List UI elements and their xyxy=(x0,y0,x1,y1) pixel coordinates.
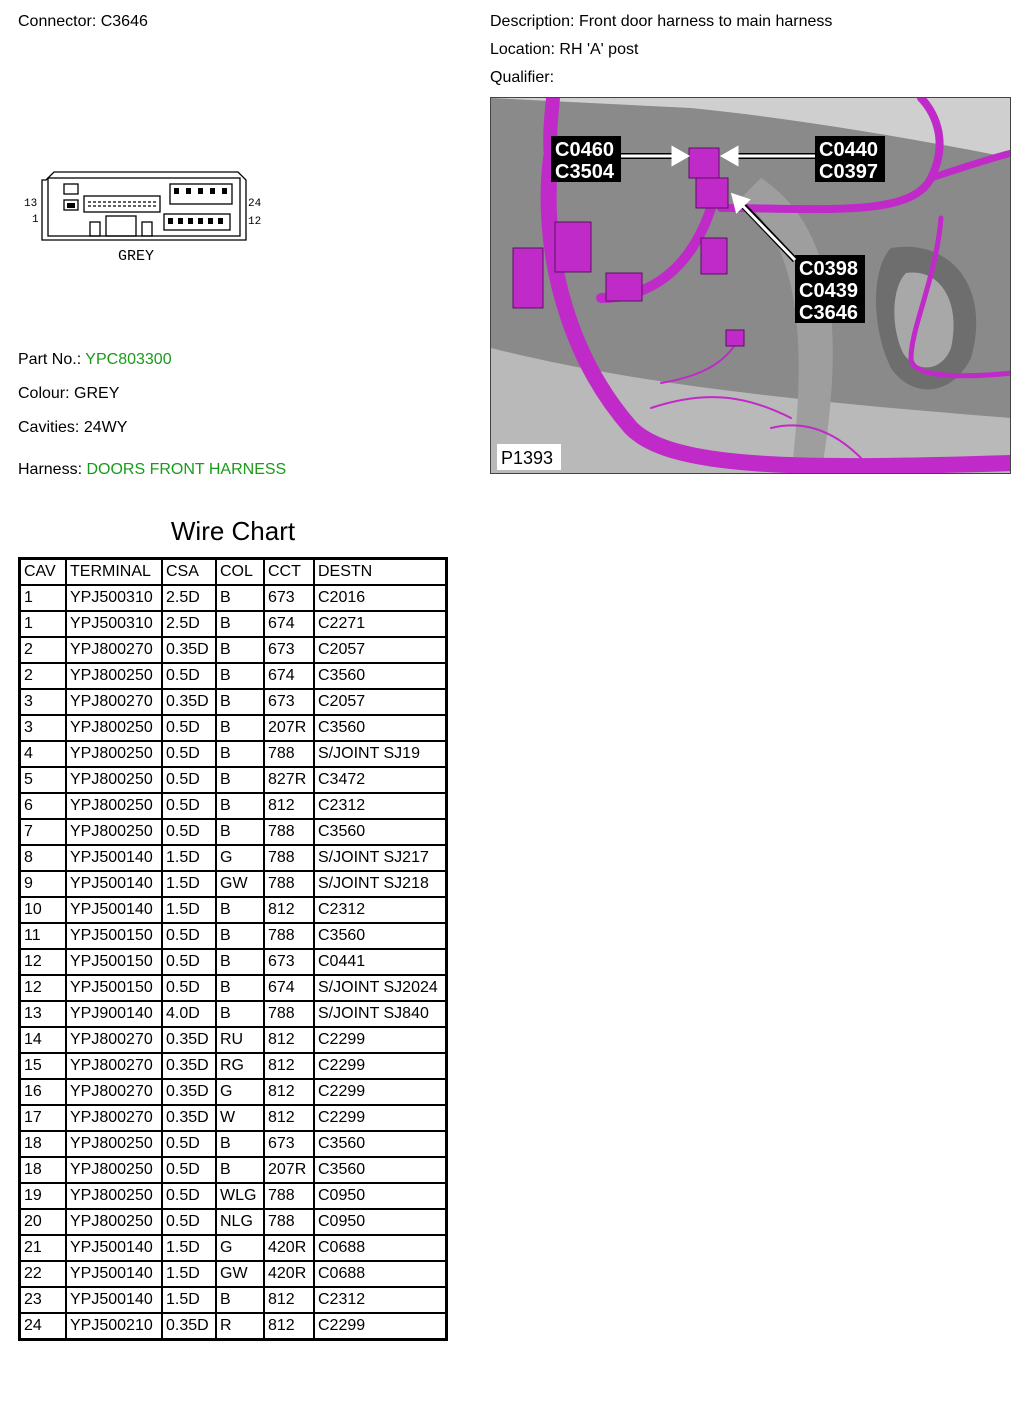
cell-terminal: YPJ500140 xyxy=(66,871,162,897)
cell-cav: 12 xyxy=(20,975,67,1001)
cell-csa: 0.35D xyxy=(162,1105,216,1131)
cell-terminal: YPJ800250 xyxy=(66,1183,162,1209)
table-row xyxy=(20,793,447,819)
table-row xyxy=(20,1313,447,1340)
cell-cav: 24 xyxy=(20,1313,67,1340)
cell-csa: 0.35D xyxy=(162,689,216,715)
cell-cav: 22 xyxy=(20,1261,67,1287)
cell-terminal: YPJ500140 xyxy=(66,1261,162,1287)
cell-col: GW xyxy=(216,871,264,897)
cell-terminal: YPJ900140 xyxy=(66,1001,162,1027)
colour-line xyxy=(18,385,119,403)
cell-terminal: YPJ800270 xyxy=(66,1079,162,1105)
table-row xyxy=(20,741,447,767)
cell-cct: 788 xyxy=(264,741,314,767)
cell-destn: C0688 xyxy=(314,1235,447,1261)
cell-csa: 1.5D xyxy=(162,897,216,923)
cell-terminal: YPJ800250 xyxy=(66,767,162,793)
cell-destn: C2299 xyxy=(314,1313,447,1340)
cell-cav: 13 xyxy=(20,1001,67,1027)
cell-cav: 21 xyxy=(20,1235,67,1261)
cell-destn: C3560 xyxy=(314,1131,447,1157)
cell-col: RU xyxy=(216,1027,264,1053)
table-row xyxy=(20,637,447,663)
cell-csa: 1.5D xyxy=(162,1287,216,1313)
cell-terminal: YPJ800250 xyxy=(66,715,162,741)
cell-cav: 6 xyxy=(20,793,67,819)
header-cav: CAV xyxy=(20,559,67,586)
cell-terminal: YPJ500140 xyxy=(66,897,162,923)
cell-cav: 2 xyxy=(20,637,67,663)
cell-destn: C2299 xyxy=(314,1105,447,1131)
cell-cct: 207R xyxy=(264,1157,314,1183)
cell-col: G xyxy=(216,845,264,871)
cell-destn: C2299 xyxy=(314,1027,447,1053)
cell-col: G xyxy=(216,1079,264,1105)
table-row xyxy=(20,819,447,845)
cell-terminal: YPJ500310 xyxy=(66,611,162,637)
table-row xyxy=(20,975,447,1001)
cell-csa: 1.5D xyxy=(162,871,216,897)
cell-cct: 674 xyxy=(264,975,314,1001)
cell-cav: 14 xyxy=(20,1027,67,1053)
cell-col: B xyxy=(216,663,264,689)
cell-col: B xyxy=(216,585,264,611)
cell-terminal: YPJ800250 xyxy=(66,819,162,845)
cell-cct: 788 xyxy=(264,845,314,871)
cell-col: NLG xyxy=(216,1209,264,1235)
cell-cav: 1 xyxy=(20,611,67,637)
cell-csa: 0.35D xyxy=(162,1053,216,1079)
cell-terminal: YPJ500140 xyxy=(66,1235,162,1261)
table-row xyxy=(20,1183,447,1209)
cell-terminal: YPJ800270 xyxy=(66,1027,162,1053)
cell-csa: 0.5D xyxy=(162,663,216,689)
table-row xyxy=(20,715,447,741)
part-number-link[interactable]: YPC803300 xyxy=(85,351,172,368)
table-row xyxy=(20,1131,447,1157)
harness-link[interactable]: DOORS FRONT HARNESS xyxy=(86,461,287,478)
cell-csa: 0.5D xyxy=(162,1131,216,1157)
connector-face-diagram xyxy=(18,160,278,270)
cell-cav: 7 xyxy=(20,819,67,845)
table-row xyxy=(20,1287,447,1313)
cell-col: B xyxy=(216,793,264,819)
cell-cav: 2 xyxy=(20,663,67,689)
table-row xyxy=(20,611,447,637)
callout-c0439: C0439 xyxy=(799,280,858,302)
table-row xyxy=(20,1235,447,1261)
cell-csa: 0.5D xyxy=(162,975,216,1001)
cell-terminal: YPJ800270 xyxy=(66,1105,162,1131)
cell-col: RG xyxy=(216,1053,264,1079)
cell-destn: S/JOINT SJ2024 xyxy=(314,975,447,1001)
cell-cct: 788 xyxy=(264,819,314,845)
cell-destn: C0688 xyxy=(314,1261,447,1287)
cell-cct: 812 xyxy=(264,1105,314,1131)
cell-cav: 18 xyxy=(20,1157,67,1183)
cell-col: WLG xyxy=(216,1183,264,1209)
cell-terminal: YPJ500140 xyxy=(66,1287,162,1313)
cell-col: B xyxy=(216,1287,264,1313)
cell-cct: 673 xyxy=(264,1131,314,1157)
cell-col: B xyxy=(216,767,264,793)
cell-col: B xyxy=(216,1001,264,1027)
table-row xyxy=(20,663,447,689)
cell-destn: C0950 xyxy=(314,1183,447,1209)
harness-line xyxy=(18,461,286,479)
cell-csa: 0.5D xyxy=(162,1183,216,1209)
cell-terminal: YPJ800250 xyxy=(66,793,162,819)
cell-destn: C3560 xyxy=(314,663,447,689)
description-label: Description: xyxy=(490,13,575,30)
cell-col: B xyxy=(216,689,264,715)
table-row xyxy=(20,1079,447,1105)
cell-col: B xyxy=(216,741,264,767)
cell-cct: 673 xyxy=(264,949,314,975)
cell-col: B xyxy=(216,715,264,741)
cell-cct: 827R xyxy=(264,767,314,793)
cell-destn: C3560 xyxy=(314,1157,447,1183)
table-row xyxy=(20,767,447,793)
table-row xyxy=(20,897,447,923)
cavities-label: Cavities: xyxy=(18,419,80,436)
cell-cct: 207R xyxy=(264,715,314,741)
cell-csa: 1.5D xyxy=(162,845,216,871)
cell-cct: 788 xyxy=(264,1183,314,1209)
colour-value: GREY xyxy=(74,385,120,402)
connector-value: C3646 xyxy=(100,13,148,30)
cell-csa: 0.35D xyxy=(162,1313,216,1340)
part-number-line xyxy=(18,351,172,369)
callout-c0440: C0440 xyxy=(819,139,878,161)
cell-cct: 673 xyxy=(264,637,314,663)
cell-csa: 1.5D xyxy=(162,1235,216,1261)
description-value: Front door harness to main harness xyxy=(578,13,833,30)
cell-terminal: YPJ500310 xyxy=(66,585,162,611)
table-row xyxy=(20,949,447,975)
cell-csa: 0.35D xyxy=(162,1027,216,1053)
cell-csa: 0.5D xyxy=(162,715,216,741)
cell-cav: 9 xyxy=(20,871,67,897)
table-row xyxy=(20,689,447,715)
cell-csa: 1.5D xyxy=(162,1261,216,1287)
cell-cav: 15 xyxy=(20,1053,67,1079)
cell-cav: 8 xyxy=(20,845,67,871)
cell-csa: 0.5D xyxy=(162,923,216,949)
cell-terminal: YPJ500210 xyxy=(66,1313,162,1340)
cell-destn: C2057 xyxy=(314,637,447,663)
cell-csa: 4.0D xyxy=(162,1001,216,1027)
pin-24-label: 24 xyxy=(248,198,262,210)
location-photo xyxy=(490,97,1011,474)
cell-cct: 788 xyxy=(264,1209,314,1235)
cell-cct: 673 xyxy=(264,689,314,715)
cell-destn: C2057 xyxy=(314,689,447,715)
cell-terminal: YPJ500150 xyxy=(66,975,162,1001)
cavities-line xyxy=(18,419,127,437)
cell-cav: 19 xyxy=(20,1183,67,1209)
cell-terminal: YPJ800250 xyxy=(66,1131,162,1157)
header-col: COL xyxy=(216,559,264,586)
cell-destn: C2016 xyxy=(314,585,447,611)
cell-destn: C3560 xyxy=(314,715,447,741)
cell-cct: 420R xyxy=(264,1235,314,1261)
cell-col: B xyxy=(216,819,264,845)
cell-destn: C2312 xyxy=(314,897,447,923)
cell-col: B xyxy=(216,949,264,975)
cell-destn: C3560 xyxy=(314,923,447,949)
location-label: Location: xyxy=(490,41,555,58)
part-number-label: Part No.: xyxy=(18,351,82,368)
table-row xyxy=(20,1001,447,1027)
cell-terminal: YPJ800270 xyxy=(66,637,162,663)
cell-cct: 812 xyxy=(264,1313,314,1340)
cell-csa: 0.5D xyxy=(162,767,216,793)
cell-cct: 812 xyxy=(264,897,314,923)
cell-cav: 20 xyxy=(20,1209,67,1235)
cell-cct: 812 xyxy=(264,1079,314,1105)
cell-cav: 16 xyxy=(20,1079,67,1105)
cell-destn: S/JOINT SJ218 xyxy=(314,871,447,897)
cell-cct: 674 xyxy=(264,663,314,689)
cell-cct: 788 xyxy=(264,871,314,897)
cell-csa: 0.5D xyxy=(162,1209,216,1235)
cell-terminal: YPJ500150 xyxy=(66,923,162,949)
table-row xyxy=(20,585,447,611)
table-row xyxy=(20,1209,447,1235)
cell-cct: 673 xyxy=(264,585,314,611)
header-cct: CCT xyxy=(264,559,314,586)
cell-cct: 674 xyxy=(264,611,314,637)
wire-chart-title: Wire Chart xyxy=(170,516,296,546)
harness-label: Harness: xyxy=(18,461,83,478)
cell-terminal: YPJ800250 xyxy=(66,741,162,767)
cell-cct: 812 xyxy=(264,1287,314,1313)
cell-terminal: YPJ500140 xyxy=(66,845,162,871)
table-row xyxy=(20,923,447,949)
cell-cct: 812 xyxy=(264,1053,314,1079)
cell-cav: 10 xyxy=(20,897,67,923)
photo-id: P1393 xyxy=(501,448,554,468)
table-row xyxy=(20,1105,447,1131)
cell-cav: 17 xyxy=(20,1105,67,1131)
cell-terminal: YPJ800250 xyxy=(66,1157,162,1183)
cell-csa: 0.5D xyxy=(162,741,216,767)
header-terminal: TERMINAL xyxy=(66,559,162,586)
table-row xyxy=(20,1261,447,1287)
cell-cav: 23 xyxy=(20,1287,67,1313)
cell-destn: C2299 xyxy=(314,1053,447,1079)
pin-12-label: 12 xyxy=(248,216,262,228)
callout-c3646: C3646 xyxy=(799,302,858,324)
cell-destn: C2312 xyxy=(314,793,447,819)
cell-col: GW xyxy=(216,1261,264,1287)
pin-13-label: 13 xyxy=(24,198,38,210)
description-line xyxy=(490,13,832,31)
cell-csa: 0.5D xyxy=(162,819,216,845)
cell-csa: 0.5D xyxy=(162,793,216,819)
cell-col: R xyxy=(216,1313,264,1340)
location-illustration xyxy=(491,98,1011,474)
cell-cav: 1 xyxy=(20,585,67,611)
cell-destn: C3560 xyxy=(314,819,447,845)
cell-terminal: YPJ800250 xyxy=(66,663,162,689)
cell-cct: 812 xyxy=(264,1027,314,1053)
cell-col: B xyxy=(216,1131,264,1157)
cell-terminal: YPJ800270 xyxy=(66,689,162,715)
table-row xyxy=(20,1053,447,1079)
cell-destn: C3472 xyxy=(314,767,447,793)
table-row xyxy=(20,1027,447,1053)
cell-col: B xyxy=(216,975,264,1001)
callout-c3504: C3504 xyxy=(555,161,614,183)
cavities-value: 24WY xyxy=(83,419,128,436)
cell-cct: 788 xyxy=(264,923,314,949)
pin-1-label: 1 xyxy=(32,214,39,226)
wire-chart-table xyxy=(18,557,448,1341)
cell-cav: 3 xyxy=(20,715,67,741)
cell-terminal: YPJ500150 xyxy=(66,949,162,975)
cell-csa: 0.5D xyxy=(162,949,216,975)
location-value: RH 'A' post xyxy=(559,41,639,58)
cell-destn: C2299 xyxy=(314,1079,447,1105)
table-row xyxy=(20,1157,447,1183)
cell-destn: S/JOINT SJ19 xyxy=(314,741,447,767)
qualifier-label: Qualifier: xyxy=(490,69,555,86)
connector-line xyxy=(18,13,148,31)
cell-cav: 4 xyxy=(20,741,67,767)
cell-cct: 788 xyxy=(264,1001,314,1027)
cell-terminal: YPJ800250 xyxy=(66,1209,162,1235)
cell-cav: 11 xyxy=(20,923,67,949)
table-row xyxy=(20,845,447,871)
cell-destn: C2312 xyxy=(314,1287,447,1313)
header-csa: CSA xyxy=(162,559,216,586)
wire-chart-header-row xyxy=(20,559,447,586)
cell-cct: 812 xyxy=(264,793,314,819)
table-row xyxy=(20,871,447,897)
cell-col: G xyxy=(216,1235,264,1261)
cell-destn: S/JOINT SJ217 xyxy=(314,845,447,871)
cell-cav: 3 xyxy=(20,689,67,715)
cell-cav: 18 xyxy=(20,1131,67,1157)
callout-c0397: C0397 xyxy=(819,161,878,183)
connector-label: Connector: xyxy=(18,13,97,30)
location-line xyxy=(490,41,638,59)
cell-csa: 2.5D xyxy=(162,585,216,611)
colour-label: Colour: xyxy=(18,385,70,402)
cell-col: B xyxy=(216,637,264,663)
cell-destn: C0950 xyxy=(314,1209,447,1235)
callout-c0460: C0460 xyxy=(555,139,614,161)
cell-cav: 5 xyxy=(20,767,67,793)
cell-destn: C0441 xyxy=(314,949,447,975)
cell-csa: 0.5D xyxy=(162,1157,216,1183)
cell-col: B xyxy=(216,611,264,637)
cell-cav: 12 xyxy=(20,949,67,975)
cell-col: B xyxy=(216,923,264,949)
cell-cct: 420R xyxy=(264,1261,314,1287)
header-destn: DESTN xyxy=(314,559,447,586)
diagram-colour-label: GREY xyxy=(118,248,155,265)
callout-c0398: C0398 xyxy=(799,258,858,280)
cell-terminal: YPJ800270 xyxy=(66,1053,162,1079)
cell-col: W xyxy=(216,1105,264,1131)
cell-col: B xyxy=(216,1157,264,1183)
cell-csa: 0.35D xyxy=(162,1079,216,1105)
cell-col: B xyxy=(216,897,264,923)
qualifier-line xyxy=(490,69,554,87)
cell-csa: 2.5D xyxy=(162,611,216,637)
cell-csa: 0.35D xyxy=(162,637,216,663)
cell-destn: C2271 xyxy=(314,611,447,637)
cell-destn: S/JOINT SJ840 xyxy=(314,1001,447,1027)
